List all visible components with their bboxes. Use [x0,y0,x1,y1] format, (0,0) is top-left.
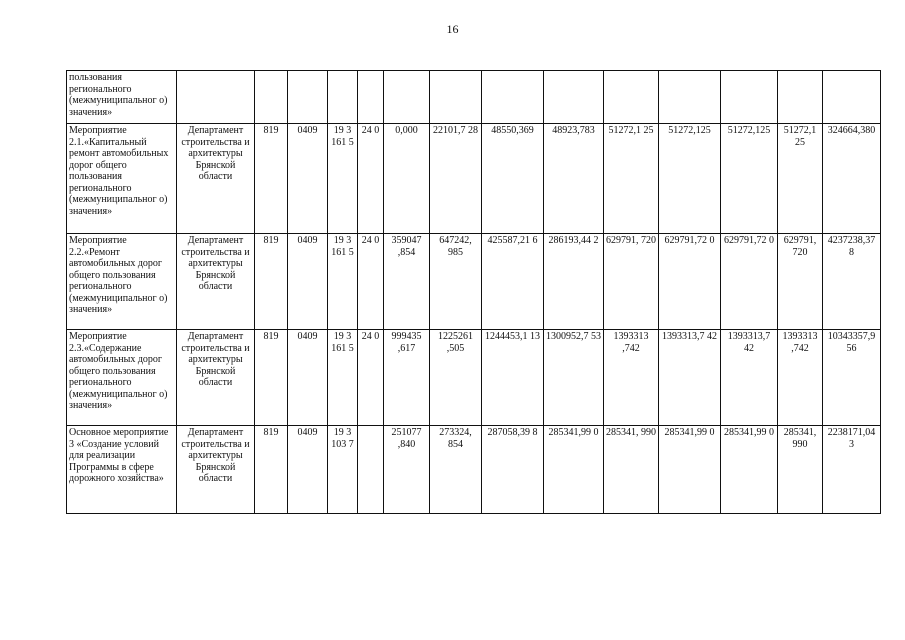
table-row [67,234,881,330]
csr-code-cell: 19 3 161 5 [328,330,358,426]
amount-cell: 51272,1 25 [604,124,659,234]
grbs-code-cell [255,71,288,124]
executor-cell: Департамент строительства и архитектуры Брянской области [177,426,255,514]
amount-cell: 2238171,04 3 [823,426,881,514]
amount-cell: 1300952,7 53 [544,330,604,426]
amount-cell: 285341,99 0 [721,426,778,514]
vr-code-cell: 24 0 [358,234,384,330]
amount-cell: 425587,21 6 [482,234,544,330]
amount-cell: 51272,1 25 [778,124,823,234]
grbs-code-cell: 819 [255,124,288,234]
amount-cell: 359047 ,854 [384,234,430,330]
amount-cell: 285341, 990 [604,426,659,514]
table-body [67,71,881,514]
grbs-code-cell: 819 [255,234,288,330]
executor-cell: Департамент строительства и архитектуры Брянской области [177,234,255,330]
rzpr-code-cell: 0409 [288,426,328,514]
vr-code-cell [358,426,384,514]
activity-name-cell: Мероприятие 2.1.«Капитальный ремонт автомобильных дорог общего пользования регионального (межмуниципальног о) значения» [67,124,177,234]
amount-cell: 1393313,7 42 [659,330,721,426]
table-row [67,330,881,426]
amount-cell: 285341,99 0 [659,426,721,514]
amount-cell: 1393313 ,742 [778,330,823,426]
executor-cell: Департамент строительства и архитектуры Брянской области [177,124,255,234]
amount-cell: 22101,7 28 [430,124,482,234]
amount-cell: 1393313,7 42 [721,330,778,426]
amount-cell [659,71,721,124]
amount-cell: 10343357,9 56 [823,330,881,426]
amount-cell: 1244453,1 13 [482,330,544,426]
amount-cell: 287058,39 8 [482,426,544,514]
amount-cell: 285341, 990 [778,426,823,514]
amount-cell: 999435 ,617 [384,330,430,426]
csr-code-cell: 19 3 161 5 [328,124,358,234]
rzpr-code-cell: 0409 [288,234,328,330]
amount-cell [430,71,482,124]
amount-cell: 51272,125 [659,124,721,234]
amount-cell [778,71,823,124]
amount-cell: 1393313 ,742 [604,330,659,426]
csr-code-cell: 19 3 103 7 [328,426,358,514]
table-row [67,124,881,234]
amount-cell: 629791, 720 [604,234,659,330]
amount-cell [823,71,881,124]
activity-name-cell: пользования регионального (межмуниципальног о) значения» [67,71,177,124]
vr-code-cell: 24 0 [358,124,384,234]
grbs-code-cell: 819 [255,426,288,514]
amount-cell [482,71,544,124]
amount-cell [604,71,659,124]
table-row [67,426,881,514]
vr-code-cell: 24 0 [358,330,384,426]
amount-cell: 51272,125 [721,124,778,234]
amount-cell: 324664,380 [823,124,881,234]
amount-cell: 0,000 [384,124,430,234]
rzpr-code-cell: 0409 [288,330,328,426]
vr-code-cell [358,71,384,124]
activity-name-cell: Мероприятие 2.2.«Ремонт автомобильных дорог общего пользования регионального (межмуниципальног о) значения» [67,234,177,330]
grbs-code-cell: 819 [255,330,288,426]
amount-cell: 286193,44 2 [544,234,604,330]
amount-cell: 251077 ,840 [384,426,430,514]
rzpr-code-cell [288,71,328,124]
amount-cell: 285341,99 0 [544,426,604,514]
amount-cell: 48923,783 [544,124,604,234]
budget-table [66,70,881,514]
amount-cell: 1225261 ,505 [430,330,482,426]
executor-cell: Департамент строительства и архитектуры Брянской области [177,330,255,426]
amount-cell: 629791,72 0 [721,234,778,330]
amount-cell: 629791,72 0 [659,234,721,330]
amount-cell [384,71,430,124]
activity-name-cell: Основное мероприятие 3 «Создание условий для реализации Программы в сфере дорожного хозяйства» [67,426,177,514]
amount-cell: 48550,369 [482,124,544,234]
amount-cell: 629791, 720 [778,234,823,330]
table-row [67,71,881,124]
executor-cell [177,71,255,124]
amount-cell [544,71,604,124]
amount-cell: 647242, 985 [430,234,482,330]
page-number: 16 [446,22,459,36]
csr-code-cell: 19 3 161 5 [328,234,358,330]
activity-name-cell: Мероприятие 2.3.«Содержание автомобильных дорог общего пользования регионального (межмуниципальног о) значения» [67,330,177,426]
csr-code-cell [328,71,358,124]
amount-cell [721,71,778,124]
rzpr-code-cell: 0409 [288,124,328,234]
amount-cell: 273324, 854 [430,426,482,514]
amount-cell: 4237238,37 8 [823,234,881,330]
